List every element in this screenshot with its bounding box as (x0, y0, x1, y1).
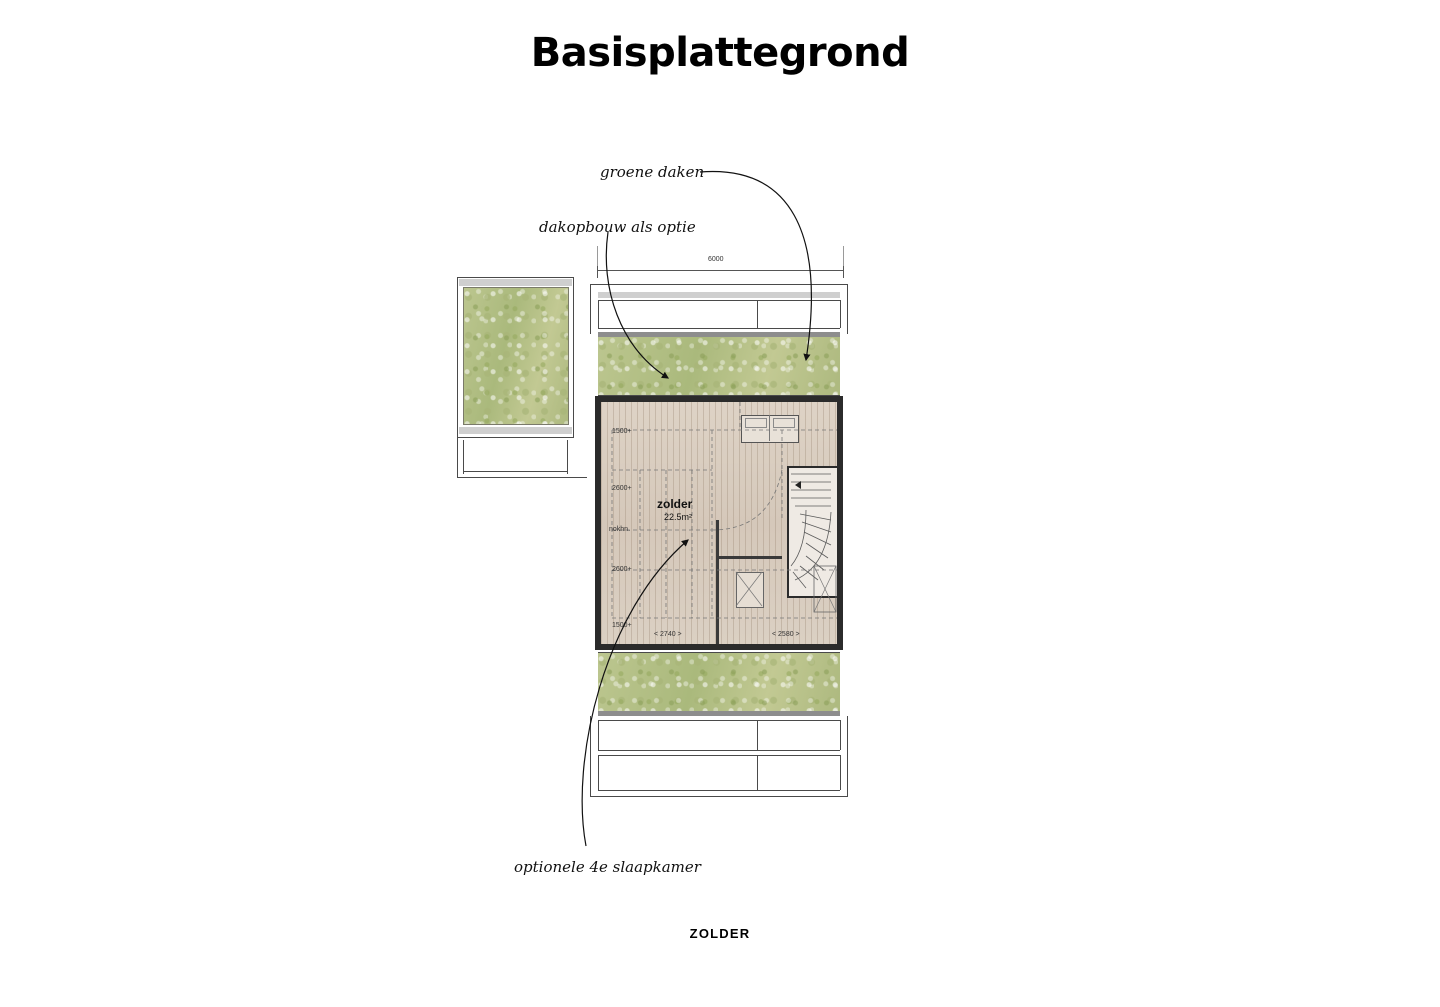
leader-groene-daken (700, 172, 811, 360)
room-area-zolder: 22.5m² (664, 512, 693, 522)
dim-bottom-left: < 2740 > (654, 631, 682, 638)
dim-left-1500-bottom: 1500+ (612, 622, 632, 629)
leader-optionele-slaapkamer (582, 540, 688, 846)
footer-label: ZOLDER (689, 926, 751, 941)
dim-left-nok: nokhn. (609, 526, 631, 533)
dim-left-2600-top: 2600+ (612, 485, 632, 492)
dimension-overall-width: 6000 (708, 256, 724, 263)
annotation-groene-daken: groene daken (600, 163, 705, 181)
page-title: Basisplattegrond (530, 30, 910, 76)
leader-dakopbouw (606, 232, 668, 378)
room-label-zolder: zolder (657, 497, 693, 511)
annotation-optionele-slaapkamer: optionele 4e slaapkamer (514, 858, 701, 876)
annotation-dakopbouw: dakopbouw als optie (539, 218, 696, 236)
dim-left-1500-top: 1500+ (612, 428, 632, 435)
dim-bottom-right: < 2580 > (772, 631, 800, 638)
dim-left-2600-bottom: 2600+ (612, 566, 632, 573)
